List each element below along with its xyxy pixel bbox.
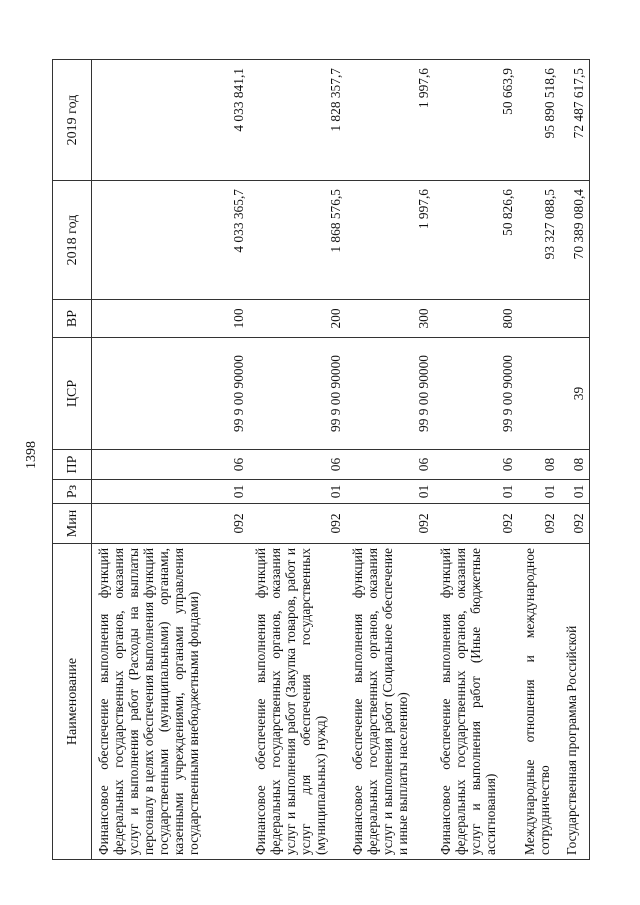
rotated-page xyxy=(52,60,590,860)
row-min: 092 xyxy=(518,504,560,544)
header-rz: Рз xyxy=(53,480,92,504)
row-2019: 4 033 841,1 xyxy=(92,60,249,181)
row-2018: 4 033 365,7 xyxy=(92,181,249,300)
row-name: Финансовое обеспечение выполнения функций федеральных государственных органов, оказания услуг и выполнения работ (Социальное обеспечение и иные выплаты населению) xyxy=(346,544,434,860)
header-csr: ЦСР xyxy=(53,338,92,450)
row-name: Финансовое обеспечение выполнения функций федеральных государственных органов, оказания услуг и выполнения работ (Расходы на выплаты персоналу в целях обеспечения выполнения функций государственными (муниципальными) органами, казенными учреждениями, органами управления государственными внебюджетными фондами) xyxy=(92,544,249,860)
table-row xyxy=(346,60,434,860)
header-2018: 2018 год xyxy=(53,181,92,300)
row-min: 092 xyxy=(92,504,249,544)
header-vr: ВР xyxy=(53,300,92,338)
row-2019: 1 997,6 xyxy=(346,60,434,181)
row-vr xyxy=(518,300,560,338)
row-2018: 93 327 088,5 xyxy=(518,181,560,300)
row-2019: 95 890 518,6 xyxy=(518,60,560,181)
row-csr: 99 9 00 90000 xyxy=(249,338,346,450)
row-vr xyxy=(560,300,590,338)
row-vr: 100 xyxy=(92,300,249,338)
row-vr: 300 xyxy=(346,300,434,338)
row-csr: 99 9 00 90000 xyxy=(346,338,434,450)
table-row xyxy=(560,60,590,860)
row-rz: 01 xyxy=(518,480,560,504)
row-min: 092 xyxy=(346,504,434,544)
row-name: Государственная программа Российской xyxy=(560,544,590,860)
row-2019: 50 663,9 xyxy=(434,60,518,181)
row-rz: 01 xyxy=(92,480,249,504)
row-rz: 01 xyxy=(346,480,434,504)
table-row xyxy=(434,60,518,860)
row-vr: 800 xyxy=(434,300,518,338)
row-2018: 1 997,6 xyxy=(346,181,434,300)
row-min: 092 xyxy=(434,504,518,544)
row-pr: 06 xyxy=(92,450,249,480)
row-name: Финансовое обеспечение выполнения функций федеральных государственных органов, оказания услуг и выполнения работ (Закупка товаров, работ и услуг для обеспечения государственных (муниципальных) нужд) xyxy=(249,544,346,860)
row-2018: 1 868 576,5 xyxy=(249,181,346,300)
header-name: Наименование xyxy=(53,544,92,860)
header-2019: 2019 год xyxy=(53,60,92,181)
table-row xyxy=(249,60,346,860)
row-csr: 99 9 00 90000 xyxy=(434,338,518,450)
row-pr: 08 xyxy=(560,450,590,480)
page-number-text: 1398 xyxy=(24,441,39,469)
row-name: Международные отношения и международное сотрудничество xyxy=(518,544,560,860)
page-number xyxy=(23,441,41,469)
row-min: 092 xyxy=(560,504,590,544)
row-2018: 50 826,6 xyxy=(434,181,518,300)
header-pr: ПР xyxy=(53,450,92,480)
row-csr: 99 9 00 90000 xyxy=(92,338,249,450)
row-2019: 72 487 617,5 xyxy=(560,60,590,181)
row-csr xyxy=(518,338,560,450)
row-2018: 70 389 080,4 xyxy=(560,181,590,300)
budget-table xyxy=(52,59,590,860)
row-pr: 06 xyxy=(249,450,346,480)
row-csr: 39 xyxy=(560,338,590,450)
row-rz: 01 xyxy=(560,480,590,504)
row-min: 092 xyxy=(249,504,346,544)
table-header-row xyxy=(53,60,92,860)
table-row xyxy=(518,60,560,860)
row-rz: 01 xyxy=(249,480,346,504)
row-name: Финансовое обеспечение выполнения функций федеральных государственных органов, оказания услуг и выполнения работ (Иные бюджетные ассигнования) xyxy=(434,544,518,860)
row-pr: 06 xyxy=(434,450,518,480)
row-pr: 06 xyxy=(346,450,434,480)
row-2019: 1 828 357,7 xyxy=(249,60,346,181)
row-vr: 200 xyxy=(249,300,346,338)
row-rz: 01 xyxy=(434,480,518,504)
row-pr: 08 xyxy=(518,450,560,480)
header-min: Мин xyxy=(53,504,92,544)
table-row xyxy=(92,60,249,860)
